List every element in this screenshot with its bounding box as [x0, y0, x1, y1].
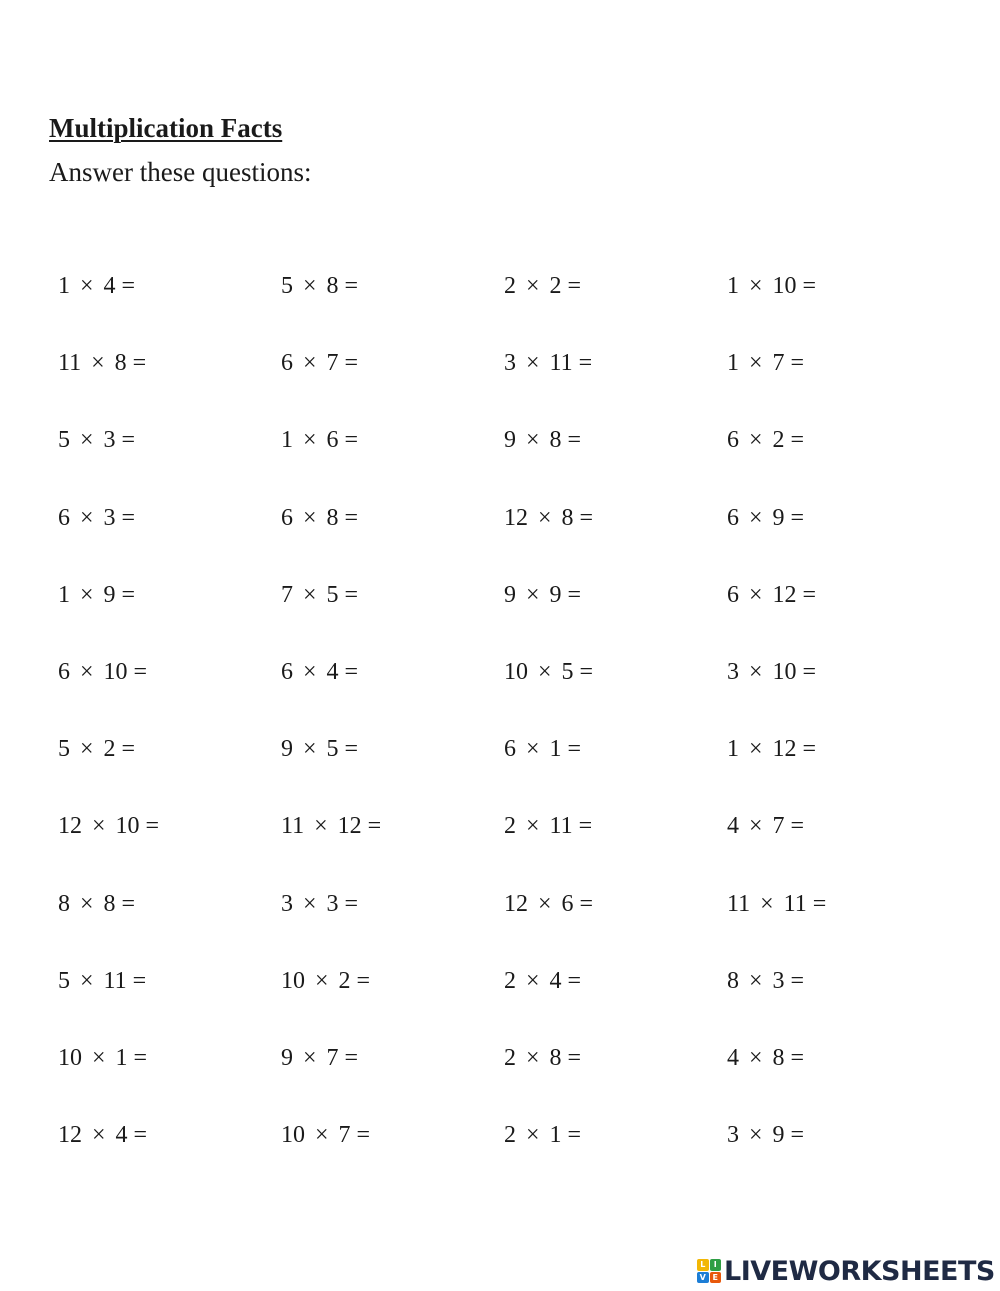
equals-sign: =	[579, 659, 594, 685]
problem-row	[58, 579, 958, 611]
problem-3-1	[58, 424, 135, 456]
factor-b: 2	[772, 427, 785, 454]
problem-3-4	[727, 424, 804, 456]
factor-b: 3	[772, 967, 785, 994]
factor-b: 5	[561, 659, 574, 685]
equals-sign: =	[790, 813, 805, 840]
problem-6-4	[727, 656, 816, 688]
problem-9-4	[727, 888, 826, 920]
problem-2-4	[727, 347, 804, 379]
equals-sign: =	[567, 967, 582, 994]
equals-sign: =	[790, 1122, 805, 1149]
factor-b: 11	[783, 890, 807, 917]
times-sign: ×	[303, 659, 317, 685]
problem-4-3	[504, 502, 593, 534]
times-sign: ×	[526, 736, 540, 763]
factor-a: 5	[58, 967, 70, 994]
times-sign: ×	[80, 967, 94, 994]
equals-sign: =	[344, 736, 359, 763]
times-sign: ×	[526, 350, 540, 377]
times-sign: ×	[526, 581, 540, 608]
equals-sign: =	[802, 659, 817, 685]
factor-a: 2	[504, 1045, 516, 1071]
factor-a: 9	[504, 427, 516, 454]
factor-a: 4	[727, 813, 739, 840]
equals-sign: =	[790, 350, 805, 377]
factor-b: 2	[549, 273, 562, 299]
factor-b: 12	[337, 813, 362, 840]
problem-4-2	[281, 502, 358, 534]
times-sign: ×	[303, 350, 317, 377]
equals-sign: =	[567, 1045, 582, 1071]
logo-tile-l: L	[697, 1259, 709, 1271]
factor-a: 1	[727, 350, 739, 377]
times-sign: ×	[303, 890, 317, 917]
problem-row	[58, 502, 958, 534]
factor-a: 12	[58, 813, 82, 840]
factor-a: 5	[58, 427, 70, 454]
times-sign: ×	[526, 273, 540, 299]
worksheet-instructions: Answer these questions:	[49, 157, 312, 187]
factor-b: 4	[326, 659, 339, 685]
factor-b: 4	[549, 967, 562, 994]
times-sign: ×	[749, 736, 763, 763]
logo-tile-e: E	[710, 1272, 722, 1284]
problem-4-4	[727, 502, 804, 534]
equals-sign: =	[132, 350, 147, 377]
problem-7-4	[727, 733, 816, 765]
equals-sign: =	[344, 273, 359, 299]
times-sign: ×	[526, 967, 540, 994]
equals-sign: =	[356, 1122, 371, 1149]
factor-a: 11	[58, 350, 82, 377]
factor-b: 4	[103, 273, 116, 299]
problem-8-4	[727, 810, 804, 842]
factor-b: 11	[549, 350, 573, 377]
problem-5-2	[281, 579, 358, 611]
liveworksheets-logo-icon	[697, 1259, 721, 1283]
factor-b: 9	[772, 1122, 785, 1149]
equals-sign: =	[367, 813, 382, 840]
factor-b: 7	[772, 350, 785, 377]
equals-sign: =	[579, 890, 594, 917]
times-sign: ×	[303, 1045, 317, 1071]
factor-a: 1	[58, 273, 70, 299]
problem-10-2	[281, 965, 370, 997]
equals-sign: =	[344, 350, 359, 377]
problem-2-2	[281, 347, 358, 379]
factor-a: 6	[727, 427, 739, 454]
problem-6-1	[58, 656, 147, 688]
problem-row	[58, 270, 958, 302]
factor-b: 7	[338, 1122, 351, 1149]
factor-b: 2	[338, 967, 351, 994]
equals-sign: =	[802, 581, 817, 608]
factor-a: 2	[504, 813, 516, 840]
times-sign: ×	[538, 504, 552, 531]
factor-a: 8	[727, 967, 739, 994]
problem-row	[58, 810, 958, 842]
problem-7-3	[504, 733, 581, 765]
factor-a: 5	[281, 273, 293, 299]
factor-a: 10	[58, 1045, 82, 1071]
factor-b: 7	[326, 1045, 339, 1071]
times-sign: ×	[749, 659, 763, 685]
factor-b: 10	[772, 659, 797, 685]
problem-row	[58, 347, 958, 379]
factor-a: 11	[281, 813, 305, 840]
factor-a: 9	[281, 1045, 293, 1071]
problem-8-3	[504, 810, 592, 842]
problem-1-4	[727, 270, 816, 302]
factor-a: 6	[504, 736, 516, 763]
equals-sign: =	[790, 504, 805, 531]
logo-tile-i: I	[710, 1259, 722, 1271]
times-sign: ×	[80, 736, 94, 763]
problem-10-1	[58, 965, 146, 997]
factor-b: 6	[326, 427, 339, 454]
factor-b: 1	[549, 1122, 562, 1149]
equals-sign: =	[133, 1045, 148, 1071]
factor-a: 10	[281, 967, 305, 994]
equals-sign: =	[121, 736, 136, 763]
equals-sign: =	[344, 504, 359, 531]
equals-sign: =	[802, 273, 817, 299]
times-sign: ×	[749, 427, 763, 454]
times-sign: ×	[749, 967, 763, 994]
times-sign: ×	[303, 504, 317, 531]
factor-b: 10	[103, 659, 128, 685]
times-sign: ×	[303, 427, 317, 454]
problem-9-3	[504, 888, 593, 920]
factor-a: 12	[504, 504, 528, 531]
problem-10-4	[727, 965, 804, 997]
factor-a: 9	[504, 581, 516, 608]
factor-a: 2	[504, 273, 516, 299]
times-sign: ×	[538, 890, 552, 917]
equals-sign: =	[121, 427, 136, 454]
factor-a: 4	[727, 1045, 739, 1071]
factor-a: 1	[727, 273, 739, 299]
times-sign: ×	[303, 273, 317, 299]
factor-b: 8	[549, 427, 562, 454]
factor-a: 6	[58, 659, 70, 685]
factor-b: 6	[561, 890, 574, 917]
factor-a: 7	[281, 581, 293, 608]
factor-b: 3	[326, 890, 339, 917]
times-sign: ×	[303, 581, 317, 608]
times-sign: ×	[538, 659, 552, 685]
factor-b: 10	[115, 813, 140, 840]
factor-b: 11	[549, 813, 573, 840]
problem-9-1	[58, 888, 135, 920]
factor-b: 1	[115, 1045, 128, 1071]
equals-sign: =	[578, 350, 593, 377]
times-sign: ×	[315, 1122, 329, 1149]
problem-5-1	[58, 579, 135, 611]
factor-b: 12	[772, 736, 797, 763]
equals-sign: =	[344, 581, 359, 608]
problem-6-3	[504, 656, 593, 688]
factor-a: 6	[281, 659, 293, 685]
problem-4-1	[58, 502, 135, 534]
equals-sign: =	[790, 967, 805, 994]
factor-a: 1	[281, 427, 293, 454]
problem-12-4	[727, 1119, 804, 1151]
equals-sign: =	[121, 273, 136, 299]
factor-a: 9	[281, 736, 293, 763]
problem-5-4	[727, 579, 816, 611]
factor-a: 6	[281, 504, 293, 531]
problem-row	[58, 888, 958, 920]
factor-b: 8	[326, 273, 339, 299]
factor-b: 1	[549, 736, 562, 763]
factor-b: 9	[103, 581, 116, 608]
factor-a: 3	[727, 1122, 739, 1149]
times-sign: ×	[80, 273, 94, 299]
equals-sign: =	[567, 581, 582, 608]
factor-b: 8	[549, 1045, 562, 1071]
factor-b: 11	[103, 967, 127, 994]
equals-sign: =	[567, 1122, 582, 1149]
factor-b: 4	[115, 1122, 128, 1149]
equals-sign: =	[344, 890, 359, 917]
equals-sign: =	[121, 581, 136, 608]
factor-a: 1	[727, 736, 739, 763]
problem-10-3	[504, 965, 581, 997]
problem-12-3	[504, 1119, 581, 1151]
problem-row	[58, 733, 958, 765]
times-sign: ×	[749, 1045, 763, 1071]
factor-a: 12	[504, 890, 528, 917]
problem-11-2	[281, 1042, 358, 1074]
factor-a: 6	[281, 350, 293, 377]
times-sign: ×	[749, 504, 763, 531]
times-sign: ×	[526, 427, 540, 454]
problem-6-2	[281, 656, 358, 688]
equals-sign: =	[356, 967, 371, 994]
logo-text: LIVEWORKSHEETS	[724, 1255, 995, 1287]
problem-row	[58, 424, 958, 456]
times-sign: ×	[80, 890, 94, 917]
problem-7-1	[58, 733, 135, 765]
equals-sign: =	[132, 967, 147, 994]
factor-a: 10	[281, 1122, 305, 1149]
problem-9-2	[281, 888, 358, 920]
times-sign: ×	[749, 273, 763, 299]
times-sign: ×	[526, 1122, 540, 1149]
times-sign: ×	[303, 736, 317, 763]
equals-sign: =	[344, 1045, 359, 1071]
problem-3-3	[504, 424, 581, 456]
times-sign: ×	[314, 813, 328, 840]
equals-sign: =	[567, 736, 582, 763]
times-sign: ×	[749, 581, 763, 608]
problem-12-1	[58, 1119, 147, 1151]
equals-sign: =	[344, 659, 359, 685]
times-sign: ×	[80, 659, 94, 685]
equals-sign: =	[790, 1045, 805, 1071]
factor-a: 3	[281, 890, 293, 917]
factor-a: 5	[58, 736, 70, 763]
factor-b: 8	[561, 504, 574, 531]
factor-a: 6	[727, 581, 739, 608]
problem-1-2	[281, 270, 358, 302]
times-sign: ×	[749, 813, 763, 840]
equals-sign: =	[121, 890, 136, 917]
problem-3-2	[281, 424, 358, 456]
factor-b: 5	[326, 736, 339, 763]
factor-b: 8	[326, 504, 339, 531]
factor-b: 3	[103, 504, 116, 531]
factor-a: 3	[727, 659, 739, 685]
equals-sign: =	[133, 1122, 148, 1149]
times-sign: ×	[749, 1122, 763, 1149]
problem-11-3	[504, 1042, 581, 1074]
problem-row	[58, 965, 958, 997]
factor-a: 3	[504, 350, 516, 377]
problem-2-1	[58, 347, 146, 379]
factor-a: 8	[58, 890, 70, 917]
problem-2-3	[504, 347, 592, 379]
factor-b: 5	[326, 581, 339, 608]
problem-12-2	[281, 1119, 370, 1151]
times-sign: ×	[92, 1045, 106, 1071]
times-sign: ×	[92, 1122, 106, 1149]
problem-11-4	[727, 1042, 804, 1074]
factor-b: 9	[772, 504, 785, 531]
equals-sign: =	[579, 504, 594, 531]
equals-sign: =	[121, 504, 136, 531]
equals-sign: =	[790, 427, 805, 454]
problem-row	[58, 1119, 958, 1151]
factor-b: 8	[114, 350, 127, 377]
problem-8-2	[281, 810, 381, 842]
problem-5-3	[504, 579, 581, 611]
factor-b: 10	[772, 273, 797, 299]
problem-8-1	[58, 810, 159, 842]
times-sign: ×	[749, 350, 763, 377]
equals-sign: =	[344, 427, 359, 454]
problem-1-3	[504, 270, 581, 302]
factor-b: 8	[103, 890, 116, 917]
factor-b: 12	[772, 581, 797, 608]
equals-sign: =	[567, 427, 582, 454]
equals-sign: =	[578, 813, 593, 840]
logo-tile-v: V	[697, 1272, 709, 1284]
factor-b: 3	[103, 427, 116, 454]
factor-a: 11	[727, 890, 751, 917]
factor-b: 7	[772, 813, 785, 840]
factor-b: 9	[549, 581, 562, 608]
equals-sign: =	[812, 890, 827, 917]
factor-b: 8	[772, 1045, 785, 1071]
equals-sign: =	[802, 736, 817, 763]
factor-a: 12	[58, 1122, 82, 1149]
factor-b: 2	[103, 736, 116, 763]
times-sign: ×	[92, 813, 106, 840]
problem-row	[58, 1042, 958, 1074]
times-sign: ×	[315, 967, 329, 994]
times-sign: ×	[526, 1045, 540, 1071]
equals-sign: =	[133, 659, 148, 685]
factor-a: 2	[504, 967, 516, 994]
times-sign: ×	[526, 813, 540, 840]
liveworksheets-logo	[697, 1257, 995, 1285]
times-sign: ×	[760, 890, 774, 917]
factor-a: 2	[504, 1122, 516, 1149]
equals-sign: =	[145, 813, 160, 840]
factor-b: 7	[326, 350, 339, 377]
problem-row	[58, 656, 958, 688]
times-sign: ×	[91, 350, 105, 377]
factor-a: 1	[58, 581, 70, 608]
equals-sign: =	[567, 273, 582, 299]
problem-1-1	[58, 270, 135, 302]
times-sign: ×	[80, 427, 94, 454]
factor-a: 6	[727, 504, 739, 531]
times-sign: ×	[80, 504, 94, 531]
problem-11-1	[58, 1042, 147, 1074]
worksheet-title: Multiplication Facts	[49, 113, 283, 143]
factor-a: 10	[504, 659, 528, 685]
problem-7-2	[281, 733, 358, 765]
times-sign: ×	[80, 581, 94, 608]
factor-a: 6	[58, 504, 70, 531]
